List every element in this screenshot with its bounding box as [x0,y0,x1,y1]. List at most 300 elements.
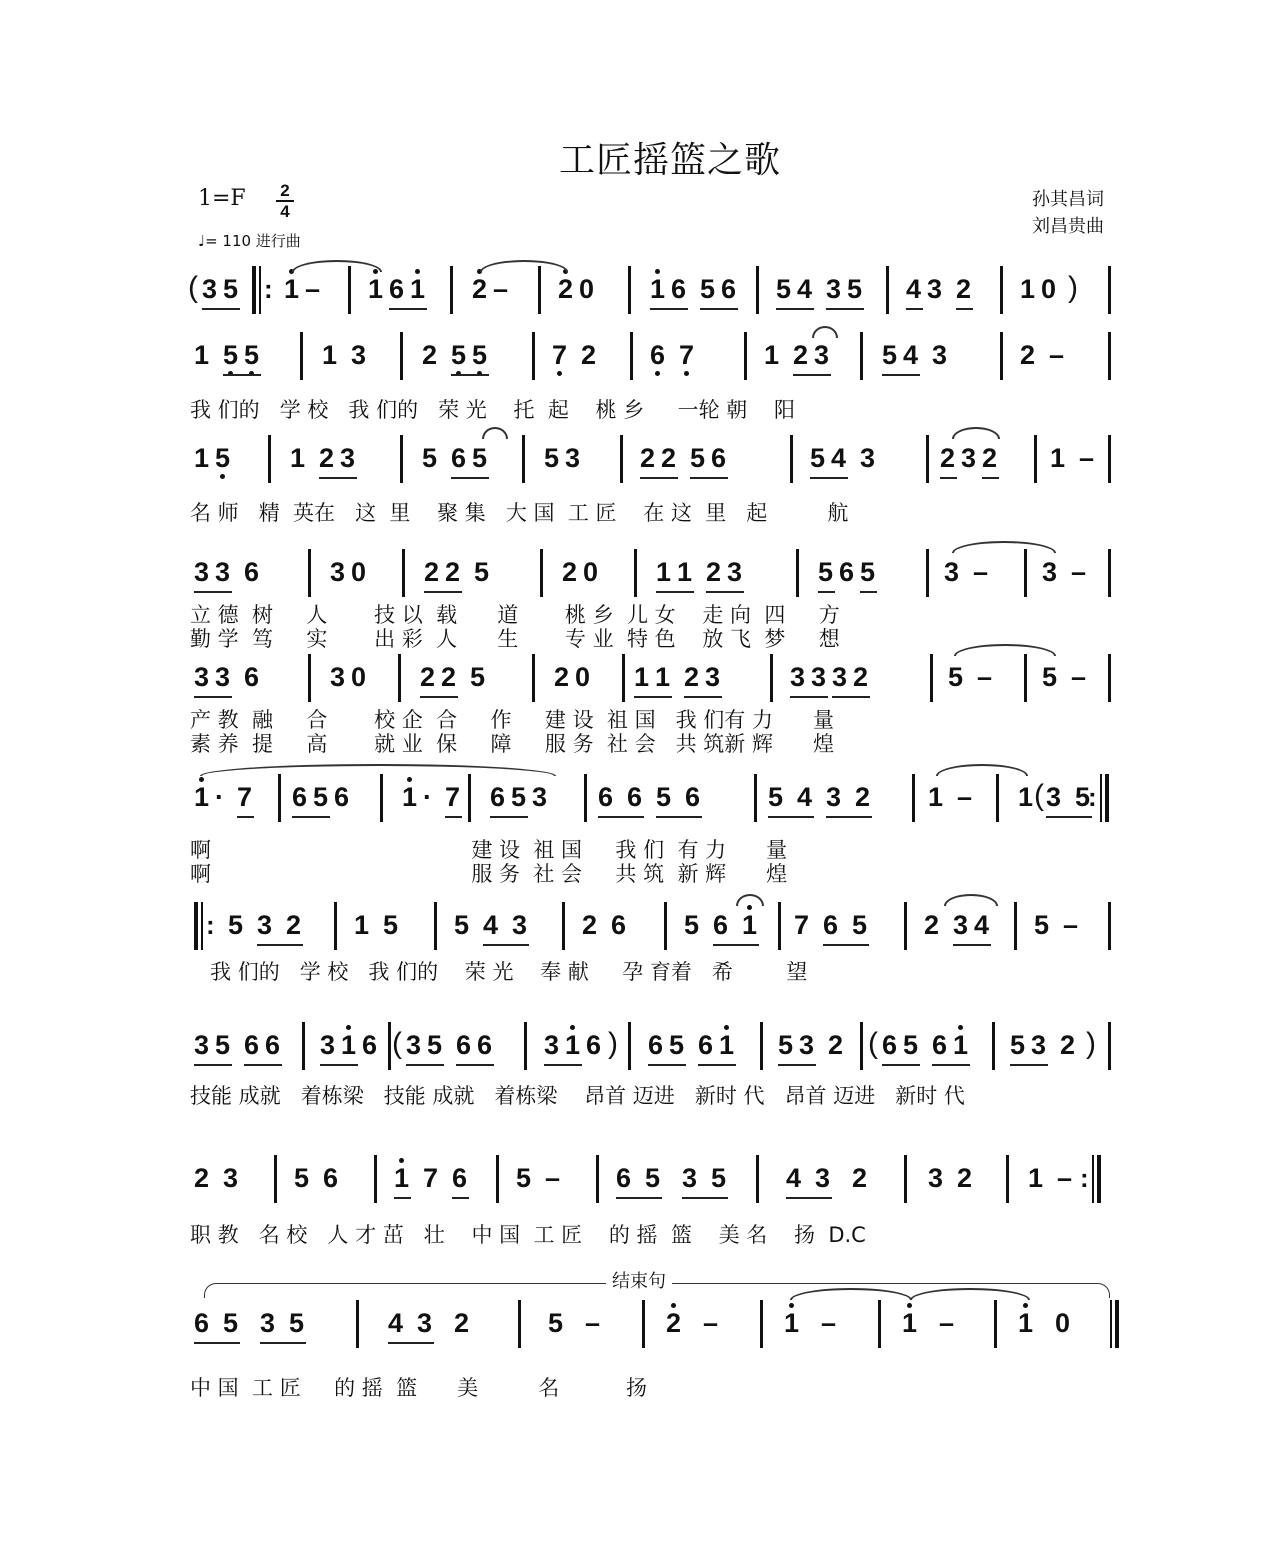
note [634,662,649,692]
note [562,557,577,587]
note [815,1163,830,1193]
note-value: 2 [666,1308,682,1338]
note [882,1030,897,1060]
octave-up-dot [199,777,204,782]
octave-up-dot [415,269,420,274]
note-value: 6 [292,782,308,812]
note-value: 3 [544,1030,560,1060]
end-repeat-sign [1080,1155,1098,1203]
note-value: 1 [1020,274,1036,304]
barline [524,1022,527,1070]
note [906,274,921,304]
note [194,1308,209,1338]
note-value: 1 [902,1308,918,1338]
note [260,1308,275,1338]
barline [860,332,863,380]
note [334,782,349,812]
note [351,340,366,370]
note [483,910,498,940]
bracket-paren: ( [1034,779,1044,812]
lyrics-line: 啊 服 务 社 会 共 筑 新 辉 煌 [190,862,788,886]
underline-beam [786,1197,832,1199]
note-value: 6 [698,1030,714,1060]
underline-beam [706,591,744,593]
underline-beam [319,477,357,479]
note [598,782,613,812]
note [611,910,626,940]
note-value: 6 [244,662,260,692]
underline-beam [223,374,261,376]
note [427,1030,442,1060]
octave-up-dot [671,1303,676,1308]
barline [400,332,403,380]
note [1010,1030,1025,1060]
note [645,1163,660,1193]
barline [302,1022,305,1070]
note [362,1030,377,1060]
note-value: 5 [669,1030,685,1060]
barline [930,654,933,702]
note-value: 6 [586,1030,602,1060]
underline-beam [452,1197,469,1199]
note-value: 5 [852,910,868,940]
barline [754,774,757,822]
barline [1108,332,1111,380]
note-value: 1 [928,782,944,812]
note-value: 3 [927,274,943,304]
barline [268,435,271,483]
note-value: 2 [982,443,998,473]
note [194,1163,209,1193]
note [650,274,665,304]
note [445,557,460,587]
note-value: 3 [811,662,827,692]
note-value: 3 [953,910,969,940]
note [194,340,209,370]
barline [622,654,625,702]
note-value: 5 [544,443,560,473]
note [924,910,939,940]
barline [1108,654,1111,702]
barline [584,774,587,822]
note [265,1030,280,1060]
note [1018,782,1033,812]
note [1018,1308,1033,1338]
barline [532,332,535,380]
note [410,274,425,304]
underline-beam [388,1342,434,1344]
lyrics-line: 勤 学 笃 实 出 彩 人 生 专 业 特 色 放 飞 梦 想 [190,627,840,651]
note-value: 2 [319,443,335,473]
octave-up-dot [407,777,412,782]
credits [1032,186,1104,240]
note-value: 2 [924,910,940,940]
score-row [188,1022,1118,1142]
note [677,557,692,587]
note [323,1163,338,1193]
note [655,662,670,692]
note [786,1163,801,1193]
underline-beam [650,308,688,310]
underline-beam [194,591,232,593]
underline-beam [1010,1064,1048,1066]
repeat-dots-icon: : [206,910,215,940]
note [237,782,252,812]
note [826,274,841,304]
barline [790,435,793,483]
note [575,662,590,692]
note-value: 4 [906,274,922,304]
note-value: 2 [684,662,700,692]
underline-beam [616,1197,662,1199]
note [948,662,963,692]
note [257,910,272,940]
note [852,1163,867,1193]
note [472,274,487,304]
note-value: 1 [1018,782,1034,812]
note-value: 3 [330,662,346,692]
barline [878,1300,881,1348]
note-value: 1 [764,340,780,370]
note-value: 5 [776,274,792,304]
note [1020,274,1035,304]
note [823,910,838,940]
underline-beam [451,477,489,479]
note [953,910,968,940]
barline [278,774,281,822]
note [286,910,301,940]
note-value: 3 [202,274,218,304]
note [422,443,437,473]
note [669,1030,684,1060]
barline [1024,549,1027,597]
note [452,1163,467,1193]
note [474,557,489,587]
note-value: – [1063,910,1079,940]
score-row [188,774,1118,894]
barline [904,1155,907,1203]
note-value: 4 [903,340,919,370]
underline-beam [640,477,678,479]
note-value: 5 [656,782,672,812]
underline-beam [682,1197,728,1199]
note-value: 5 [223,340,239,370]
barline [860,1022,863,1070]
note [700,274,715,304]
note-value: 3 [406,1030,422,1060]
note-value: 4 [797,782,813,812]
note [441,662,456,692]
note-value: 3 [860,443,876,473]
score-row [188,654,1118,774]
note [544,1030,559,1060]
note [454,1308,469,1338]
barline [628,266,631,314]
barline [926,435,929,483]
note-value: 6 [265,1030,281,1060]
note [1028,1163,1043,1193]
note-value: 6 [671,274,687,304]
barline [992,1022,995,1070]
note [330,662,345,692]
note-value: 2 [420,662,436,692]
note-value: – [585,1308,601,1338]
note-value: – [957,782,973,812]
ending-label: 结束句 [606,1267,672,1293]
note [882,340,897,370]
note [244,557,259,587]
note-value: 2 [956,274,972,304]
note-value: 4 [831,443,847,473]
note-value: 6 [323,1163,339,1193]
note-value: 3 [826,274,842,304]
note [684,910,699,940]
note-value: 1 [194,782,210,812]
note-value: 5 [244,340,260,370]
underline-beam [598,816,644,818]
note [932,1030,947,1060]
note-value: 5 [948,662,964,692]
note-value: 4 [483,910,499,940]
note-value: 6 [823,910,839,940]
note [215,557,230,587]
note [406,1030,421,1060]
note [832,662,847,692]
note-value: 2 [940,443,956,473]
note [927,274,942,304]
note [719,1030,734,1060]
note-value: 4 [797,274,813,304]
octave-down-dot [220,474,225,479]
repeat-dots-icon: : [264,274,273,304]
barline [796,549,799,597]
composer: 刘昌贵曲 [1032,216,1104,237]
note [351,557,366,587]
note-value: 2 [286,910,302,940]
note-value: 2 [1020,340,1036,370]
note [322,340,337,370]
note [814,340,829,370]
barline [300,332,303,380]
note-value: 1 [394,1163,410,1193]
note [810,443,825,473]
note [472,340,487,370]
score-row [188,435,1118,555]
note [223,1163,238,1193]
note-value: 6 [334,782,350,812]
barline [760,1300,763,1348]
note-value: 4 [974,910,990,940]
note-value: 3 [320,1030,336,1060]
underline-beam [244,1064,282,1066]
note-value: 5 [700,274,716,304]
note [424,557,439,587]
barline [356,1300,359,1348]
note-value: 7 [679,340,695,370]
note-value: 5 [228,910,244,940]
note [388,1308,403,1338]
lyrics-line: 素 养 提 高 就 业 保 障 服 务 社 会 共 筑新 辉 煌 [190,732,835,756]
note-value: 2 [661,443,677,473]
barline [540,549,543,597]
note-value: 2 [582,910,598,940]
note-value: 1 [1018,1308,1034,1338]
barline [1108,902,1111,950]
tie-slur [292,260,382,272]
note-value: 7 [445,782,461,812]
note-value: 6 [721,274,737,304]
note [511,782,526,812]
note [548,1308,563,1338]
score-title: 工匠摇篮之歌 [558,140,781,181]
note-value: 3 [961,443,977,473]
barline [400,435,403,483]
note-value: 3 [565,443,581,473]
barline [522,435,525,483]
note-value: 6 [616,1163,632,1193]
end-repeat-sign [1088,774,1106,822]
start-repeat-sign [252,266,273,314]
note [330,557,345,587]
barline [620,435,623,483]
note [860,443,875,473]
barline [532,654,535,702]
note [928,1163,943,1193]
note-value: 3 [705,662,721,692]
note-value: 3 [814,340,830,370]
underline-beam [656,816,702,818]
note [790,662,805,692]
note [818,557,833,587]
note [294,1163,309,1193]
note [640,443,655,473]
underline-beam [700,308,738,310]
barline [634,549,637,597]
note-value: 5 [860,557,876,587]
note [490,782,505,812]
note-value: 5 [474,557,490,587]
barline [274,1155,277,1203]
barline [1014,902,1017,950]
dotted-rhythm [215,782,224,812]
note [711,1163,726,1193]
note [544,443,559,473]
note-value: – [977,662,993,692]
barline [770,654,773,702]
underline-beam [257,944,303,946]
note [1050,443,1065,473]
barline [1034,435,1037,483]
underline-beam [194,1342,240,1344]
note-value: 6 [244,1030,260,1060]
note [799,1030,814,1060]
underline-beam [882,1064,920,1066]
note-value: 2 [793,340,809,370]
note-value: · [215,782,224,812]
underline-beam [826,816,872,818]
tempo-marking: ♩= 110 进行曲 [198,232,301,250]
underline-beam [483,944,529,946]
sustain-dash [545,1163,560,1193]
barline [904,902,907,950]
note-value: 1 [655,662,671,692]
note-value: – [305,274,321,304]
time-signature-top: 2 [280,181,290,200]
note-value: 2 [454,1308,470,1338]
bracket-paren: ( [392,1027,402,1060]
barline [1006,1155,1009,1203]
note-value: 1 [194,340,210,370]
note-value: 5 [684,910,700,940]
note-value: 3 [417,1308,433,1338]
lyrics-line: 中 国 工 匠 的 摇 篮 美 名 扬 [190,1376,647,1400]
octave-down-dot [557,371,562,376]
lyrics-line: 啊 建 设 祖 国 我 们 有 力 量 [190,838,788,862]
note-value: 3 [682,1163,698,1193]
barline [912,774,915,822]
barline [374,1155,377,1203]
barline [562,902,565,950]
note-value: 2 [424,557,440,587]
note-value: 3 [215,662,231,692]
octave-down-dot [655,371,660,376]
underline-beam [684,696,722,698]
underline-beam [389,308,427,310]
note-value: 3 [799,1030,815,1060]
note [711,443,726,473]
note-value: 5 [427,1030,443,1060]
note-value: 2 [853,662,869,692]
bracket-paren: ) [1068,271,1078,304]
note-value: 5 [472,340,488,370]
note [956,274,971,304]
note [417,1308,432,1338]
underline-beam [906,308,923,310]
underline-beam [826,308,864,310]
note-value: 0 [579,274,595,304]
time-signature-bottom: 4 [280,202,290,221]
note-value: 3 [1042,557,1058,587]
note-value: 5 [1034,910,1050,940]
note [292,782,307,812]
note [797,782,812,812]
repeat-dots-icon: : [1080,1163,1089,1193]
note [423,1163,438,1193]
underline-beam [956,308,973,310]
note [742,910,757,940]
note-value: 6 [882,1030,898,1060]
sustain-dash [977,662,992,692]
note [340,443,355,473]
note [1046,782,1061,812]
octave-up-dot [399,1158,404,1163]
barline [996,774,999,822]
note [656,782,671,812]
note-value: 2 [558,274,574,304]
note-value: 6 [362,1030,378,1060]
note [477,1030,492,1060]
sustain-dash [1071,557,1086,587]
note-value: 6 [711,443,727,473]
underline-beam [823,944,869,946]
note [616,1163,631,1193]
note [793,340,808,370]
note [1034,910,1049,940]
octave-up-dot [346,1025,351,1030]
key-signature: 1=F [198,186,246,211]
note-value: 5 [383,910,399,940]
note-value: 1 [677,557,693,587]
